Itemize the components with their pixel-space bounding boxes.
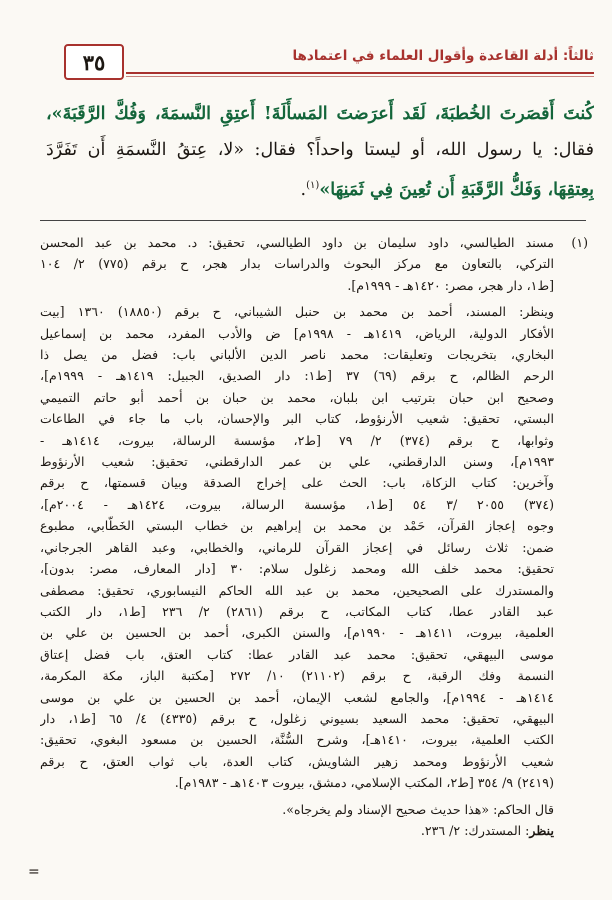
see-also-line: وثوابها، ح برقم (٣٧٤) ٢/ ٧٩ [ط٢، مؤسسة الرسالة، بيروت، ١٤١٤هـ - — [40, 432, 554, 448]
header-rule — [126, 72, 594, 74]
see-also-lines — [40, 301, 554, 793]
see-rest: : المستدرك: ٢/ ٢٣٦. — [420, 822, 530, 838]
see-also-line: البخاري، بتخريجات وتعليقات: محمد ناصر الدين الألباني باب: فضل من يصل ذا — [40, 347, 554, 363]
see-also-line: وجوه إعجاز القرآن، حَمْد بن محمد بن إبراهيم بن خطاب البستي الخَطّابي، مطبوع — [40, 518, 554, 534]
main-line-1: كُنتَ أَقصَرتَ الخُطبَةَ، لَقَد أَعرَضتَ المَسأَلَةَ! أَعتِقِ النَّسمَةَ، وَفُكَّ الرَّقَبَةَ»، — [46, 104, 594, 124]
see-also-line: ١٤١٤هـ - ١٩٩٤م]، والجامع لشعب الإيمان، أحمد بن الحسين بن علي بن موسى — [40, 689, 554, 705]
see-label: ينظر — [529, 822, 554, 838]
see-also-line: البيهقي، تحقيق: محمد السعيد بسيوني زغلول، ح برقم (٤٣٣٥) ٤/ ٦٥ [ط١، دار — [40, 710, 554, 726]
main-line-2-text: فقال: يا رسول الله، أو ليستا واحداً؟ فقال: «لا، عِتقُ النَّسمَةِ أَن تَفَرَّدَ — [46, 140, 594, 160]
continued-mark: = — [28, 864, 40, 880]
footnote-line: التركي، بالتعاون مع مركز البحوث والدراسات بدار هجر، ح برقم (٧٧٥) ٢/ ١٠٤ — [40, 256, 554, 272]
see-also-line: (٣٧٤) ٢٠٥٥ /٣ ٥٤ [ط١، مؤسسة الرسالة، بيروت، ١٤٢٤هـ - ٢٠٠٤م]، — [40, 496, 554, 512]
see-also-line: ١٩٩٣م]، وسنن الدارقطني، علي بن عمر الدارقطني، تحقيق: شعيب الأرنؤوط — [40, 454, 554, 470]
footnote-number: (١) — [571, 235, 588, 250]
hakim-line: قال الحاكم: «هذا حديث صحيح الإسناد ولم يخرجاه». — [282, 801, 554, 817]
see-also-line: الرحم الظالم، ح برقم (٦٩) ٣٧ [ط١: دار الصديق، الجبيل: ١٤١٩هـ - ١٩٩٩م]، — [40, 368, 554, 384]
see-also-line: عبد القادر عطا، كتاب المكاتب، ح برقم (٢٨٦١) ٢/ ٢٣٦ [ط١، دار الكتب — [40, 603, 554, 619]
see-also-line: ضمن: ثلاث رسائل في إعجاز القرآن للرماني، والخطابي، وعبد القاهر الجرجاني، — [40, 539, 554, 555]
page-header — [64, 44, 594, 78]
see-also-line: وصحيح ابن حبان بترتيب ابن بلبان، محمد بن حبان بن أحمد أبو حاتم التميمي — [40, 389, 554, 405]
header-rule-thin — [126, 76, 594, 77]
footnote-line: [ط١، دار هجر، مصر: ١٤٢٠هـ - ١٩٩٩م]. — [347, 277, 554, 293]
see-also-line: البستي، تحقيق: شعيب الأرنؤوط، كتاب البر والإحسان، باب ما جاء في الطاعات — [40, 411, 554, 427]
see-also-line: وآخرين: كتاب الزكاة، باب: الحث على إخراج الصدقة وبيان قسمتها، ح برقم — [40, 475, 554, 491]
footnote-line: مسند الطيالسي، داود سليمان بن داود الطيالسي، تحقيق: د. محمد بن عبد المحسن — [40, 235, 554, 250]
footnote-1 — [40, 232, 588, 841]
see-also-line: الأفكار الدولية، الرياض، ١٤١٩هـ - ١٩٩٨م] ض والأدب المفرد، محمد بن إسماعيل — [40, 325, 554, 341]
see-also-line: (٢٤١٩) ٩/ ٣٥٤ [ط٢، المكتب الإسلامي، دمشق، بيروت ١٤٠٣هـ - ١٩٨٣م]. — [174, 775, 554, 791]
main-line-3: بِعِتقِهَا، وَفَكُّ الرَّقَبَةِ أَن تُعِينَ فِي ثَمَنِهَا»$^{(١)}$. — [300, 179, 594, 200]
see-also-line: والمستدرك على الصحيحين، محمد بن عبد الله الحاكم النيسابوري، تحقيق: مصطفى — [40, 582, 554, 598]
see-line — [40, 820, 554, 841]
main-text — [46, 96, 594, 208]
main-line-3-text: بِعِتقِهَا، وَفَكُّ الرَّقَبَةِ أَن تُعِينَ فِي ثَمَنِهَا» — [319, 179, 594, 200]
see-also-line: شعيب الأرنؤوط ومحمد زهير الشاويش، كتاب العدة، باب ثواب العتق، ح برقم — [40, 753, 554, 769]
main-line-2 — [46, 132, 594, 168]
see-also-line: العلمية، بيروت، ١٤١١هـ - ١٩٩٠م]، والسنن الكبرى، أحمد بن الحسين بن علي بن — [40, 625, 554, 641]
running-title: ثالثاً: أدلة القاعدة وأقوال العلماء في اعتمادها — [292, 48, 594, 64]
see-also-line: الكتب العلمية، بيروت، ١٤١٠هـ]، وشرح السُّنَّة، الحسين بن مسعود البغوي، تحقيق: — [40, 732, 554, 748]
page-number-box: ٣٥ — [64, 44, 124, 80]
see-also-line: النسمة وفك الرقبة، ح برقم (٢١١٠٢) ١٠/ ٢٧٢ [مكتبة الباز، مكة المكرمة، — [40, 668, 554, 684]
see-also-line: وينظر: المسند، أحمد بن محمد بن حنبل الشيباني، ح برقم (١٨٨٥٠) ١٣٦٠ [بيت — [40, 304, 554, 320]
footnote-separator — [40, 220, 586, 221]
footnote-marker: (١) — [306, 180, 320, 191]
see-also-line: تحقيق: محمد خلف الله ومحمد زغلول سلام: ٣٠ [دار المعارف، مصر: بدون]، — [40, 561, 554, 577]
see-also-line: موسى البيهقي، تحقيق: محمد عبد القادر عطا: كتاب العتق، باب فضل إعتاق — [40, 646, 554, 662]
footnotes — [40, 232, 588, 841]
